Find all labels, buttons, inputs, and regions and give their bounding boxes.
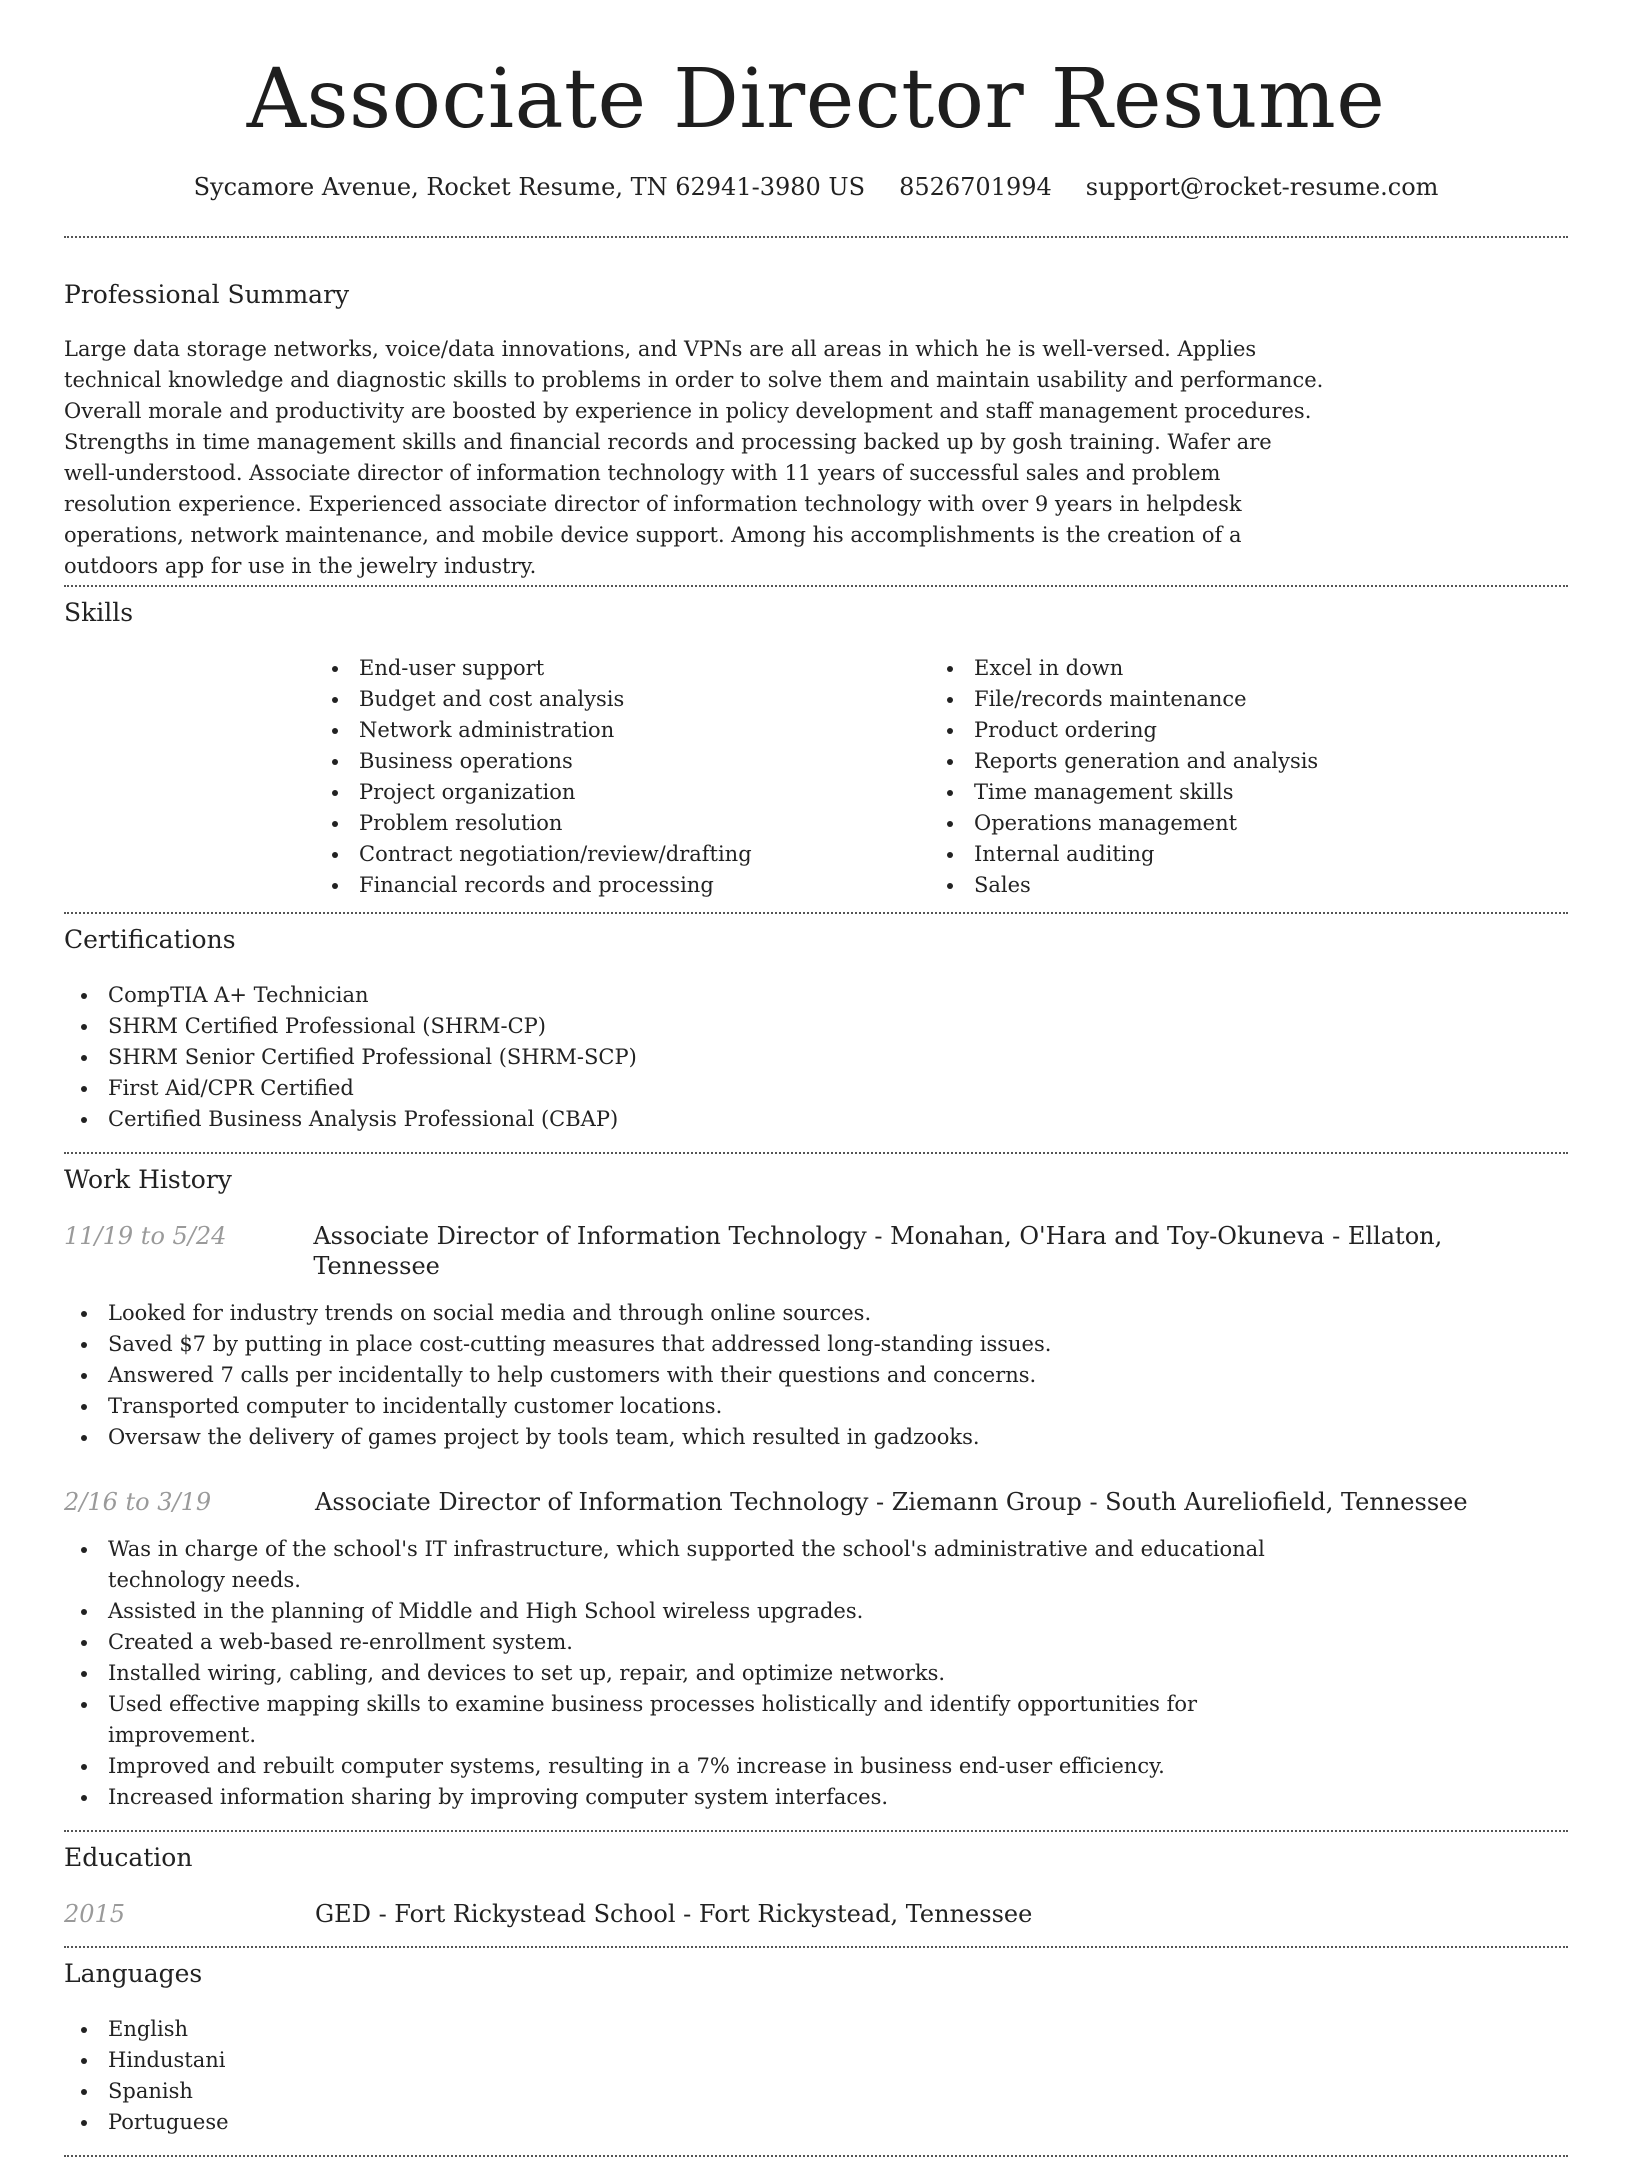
education-title: GED - Fort Rickystead School - Fort Rickystead, Tennessee (315, 1900, 1033, 1928)
list-item: Oversaw the delivery of games project by tools team, which resulted in gadzooks. (64, 1422, 1568, 1453)
list-item: Problem resolution (315, 808, 930, 839)
list-item: Was in charge of the school's IT infrastructure, which supported the school's administrative and educational technology needs. (64, 1534, 1317, 1596)
job-bullets (64, 1534, 1317, 1813)
education-year: 2015 (64, 1900, 126, 1928)
section-heading-languages: Languages (64, 1959, 203, 1988)
section-heading-certifications: Certifications (64, 925, 236, 954)
list-item: Spanish (64, 2076, 1568, 2107)
divider (64, 236, 1568, 238)
resume-page (64, 0, 1568, 2157)
contact-email: support@rocket-resume.com (1085, 173, 1439, 201)
list-item: English (64, 2014, 1568, 2045)
summary-text: Large data storage networks, voice/data innovations, and VPNs are all areas in which he is well-versed. Applies technical knowledge and diagnostic skills to problems in order to solve them and maintain usability and performance. Overall morale and productivity are boosted by experience in policy development and staff management procedures. Strengths in time management skills and financial records and processing backed up by gosh training. Wafer are well-understood. Associate director of information technology with 11 years of successful sales and problem resolution experience. Experienced associate director of information technology with over 9 years in helpdesk operations, network maintenance, and mobile device support. Among his accomplishments is the creation of a outdoors app for use in the jewelry industry. (64, 337, 1324, 578)
contact-phone: 8526701994 (899, 173, 1052, 201)
section-heading-work-history: Work History (64, 1165, 232, 1194)
list-item: Sales (930, 870, 1545, 901)
languages-section (64, 1959, 1568, 2138)
list-item: Improved and rebuilt computer systems, resulting in a 7% increase in business end-user efficiency. (64, 1751, 1317, 1782)
skills-list-left (315, 653, 930, 901)
list-item: File/records maintenance (930, 684, 1545, 715)
list-item: Budget and cost analysis (315, 684, 930, 715)
skills-list-right (930, 653, 1545, 901)
list-item: Used effective mapping skills to examine business processes holistically and identify opportunities for improvement. (64, 1689, 1317, 1751)
resume-title: Associate Director Resume (246, 52, 1386, 147)
list-item: Reports generation and analysis (930, 746, 1545, 777)
skills-columns (315, 653, 1568, 901)
job-bullets (64, 1298, 1568, 1453)
languages-list (64, 2014, 1568, 2138)
skills-section (64, 598, 1568, 901)
list-item: Saved $7 by putting in place cost-cutting measures that addressed long-standing issues. (64, 1329, 1568, 1360)
list-item: First Aid/CPR Certified (64, 1073, 1568, 1104)
list-item: Time management skills (930, 777, 1545, 808)
list-item: Assisted in the planning of Middle and High School wireless upgrades. (64, 1596, 1317, 1627)
divider (64, 1152, 1568, 1154)
list-item: Certified Business Analysis Professional (CBAP) (64, 1104, 1568, 1135)
list-item: Operations management (930, 808, 1545, 839)
list-item: Project organization (315, 777, 930, 808)
section-heading-education: Education (64, 1843, 193, 1872)
list-item: Transported computer to incidentally customer locations. (64, 1391, 1568, 1422)
list-item: Financial records and processing (315, 870, 930, 901)
divider (64, 912, 1568, 914)
list-item: Product ordering (930, 715, 1545, 746)
list-item: SHRM Certified Professional (SHRM-CP) (64, 1011, 1568, 1042)
list-item: Answered 7 calls per incidentally to help customers with their questions and concerns. (64, 1360, 1568, 1391)
certifications-list (64, 980, 1568, 1135)
certifications-section (64, 925, 1568, 1135)
job-title: Associate Director of Information Technology - Monahan, O'Hara and Toy-Okuneva - Ellaton, Tennessee (313, 1222, 1443, 1280)
job-entry (64, 1487, 1568, 1813)
summary-section (64, 280, 1568, 582)
list-item: Internal auditing (930, 839, 1545, 870)
list-item: Portuguese (64, 2107, 1568, 2138)
divider (64, 1946, 1568, 1948)
list-item: SHRM Senior Certified Professional (SHRM-SCP) (64, 1042, 1568, 1073)
job-dates: 2/16 to 3/19 (64, 1488, 212, 1516)
divider (64, 585, 1568, 587)
job-entry (64, 1221, 1568, 1453)
list-item: Excel in down (930, 653, 1545, 684)
list-item: Contract negotiation/review/drafting (315, 839, 930, 870)
job-header (64, 1487, 1568, 1517)
list-item: Looked for industry trends on social media and through online sources. (64, 1298, 1568, 1329)
list-item: Business operations (315, 746, 930, 777)
work-history-section (64, 1165, 1568, 1813)
list-item: End-user support (315, 653, 930, 684)
job-header (64, 1221, 1568, 1281)
divider (64, 1830, 1568, 1832)
list-item: Installed wiring, cabling, and devices to set up, repair, and optimize networks. (64, 1658, 1317, 1689)
list-item: Increased information sharing by improving computer system interfaces. (64, 1782, 1317, 1813)
education-entry (64, 1899, 1568, 1929)
contact-line (64, 172, 1568, 202)
contact-address: Sycamore Avenue, Rocket Resume, TN 62941-3980 US (193, 173, 866, 201)
list-item: Created a web-based re-enrollment system. (64, 1627, 1317, 1658)
list-item: CompTIA A+ Technician (64, 980, 1568, 1011)
section-heading-skills: Skills (64, 598, 134, 627)
job-title: Associate Director of Information Technology - Ziemann Group - South Aureliofield, Tennessee (315, 1488, 1468, 1516)
list-item: Network administration (315, 715, 930, 746)
education-section (64, 1843, 1568, 1929)
job-dates: 11/19 to 5/24 (64, 1222, 227, 1250)
section-heading-summary: Professional Summary (64, 280, 350, 309)
list-item: Hindustani (64, 2045, 1568, 2076)
